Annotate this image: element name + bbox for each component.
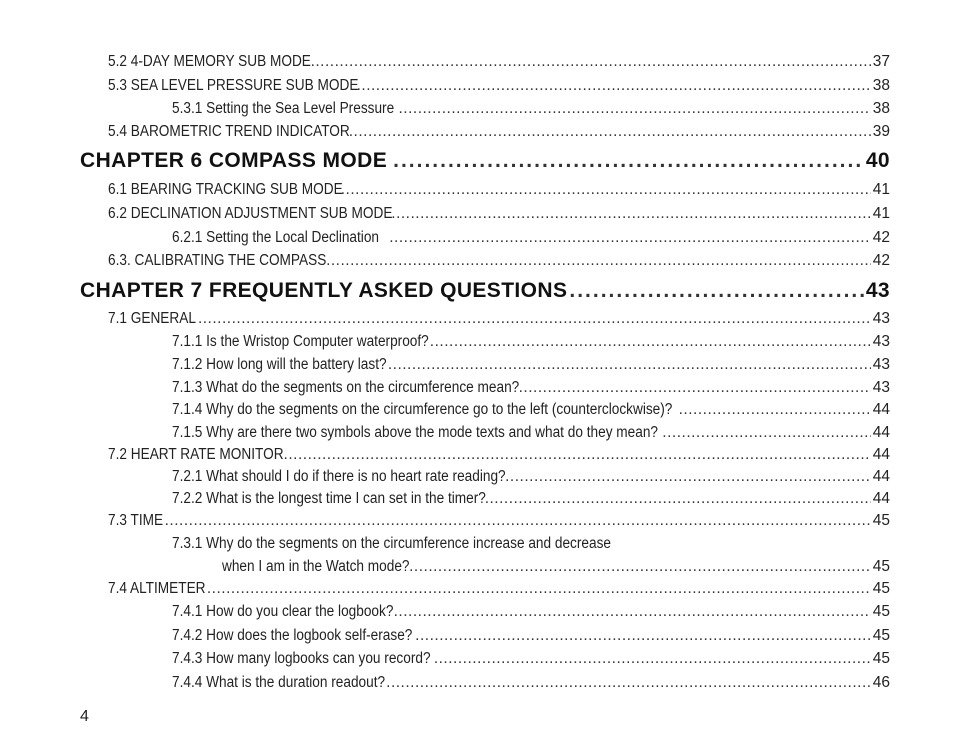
toc-leader-dots bbox=[311, 53, 871, 71]
toc-leader-dots bbox=[485, 490, 871, 508]
toc-entry-title: 7.2 HEART RATE MONITOR bbox=[108, 446, 284, 463]
toc-leader-dots bbox=[326, 252, 871, 270]
toc-entry-page: 43 bbox=[872, 310, 890, 327]
toc-entry[interactable] bbox=[108, 252, 890, 270]
toc-entry-page: 39 bbox=[872, 123, 890, 140]
toc-leader-dots bbox=[409, 558, 871, 576]
toc-entry[interactable] bbox=[172, 424, 890, 442]
page-number: 4 bbox=[80, 708, 89, 725]
toc-leader-dots bbox=[662, 424, 870, 442]
toc-entry-page: 38 bbox=[872, 77, 890, 94]
toc-entry-title: 7.3.1 Why do the segments on the circumference increase and decrease bbox=[172, 535, 612, 552]
toc-entry-title: 5.4 BAROMETRIC TREND INDICATOR bbox=[108, 123, 350, 140]
toc-entry-title: 7.1 GENERAL bbox=[108, 310, 196, 327]
toc-entry-page: 42 bbox=[872, 229, 890, 246]
toc-leader-dots bbox=[415, 627, 871, 645]
toc-chapter[interactable] bbox=[80, 279, 890, 303]
toc-entry-title: 5.2 4-DAY MEMORY SUB MODE bbox=[108, 53, 311, 70]
toc-chapter-title: CHAPTER 7 FREQUENTLY ASKED QUESTIONS bbox=[80, 279, 568, 302]
toc-entry[interactable] bbox=[172, 229, 890, 247]
toc-entry[interactable] bbox=[108, 123, 890, 141]
toc-entry[interactable] bbox=[172, 379, 890, 397]
toc-entry-title: 6.3. CALIBRATING THE COMPASS bbox=[108, 252, 327, 269]
toc-entry-page: 45 bbox=[872, 580, 890, 597]
toc-entry-page: 45 bbox=[872, 627, 890, 644]
toc-leader-dots bbox=[389, 229, 871, 247]
toc-entry-title: 6.2 DECLINATION ADJUSTMENT SUB MODE bbox=[108, 205, 393, 222]
toc-entry-page: 44 bbox=[872, 424, 890, 441]
toc-entry[interactable] bbox=[108, 446, 890, 464]
toc-entry[interactable] bbox=[172, 627, 890, 645]
toc-entry[interactable] bbox=[222, 558, 890, 576]
toc-entry[interactable] bbox=[172, 650, 890, 668]
toc-entry-title: 6.2.1 Setting the Local Declination bbox=[172, 229, 380, 246]
toc-entry-page: 44 bbox=[872, 446, 890, 463]
toc-leader-dots bbox=[357, 77, 871, 95]
toc-leader-dots bbox=[284, 446, 871, 464]
toc-entry-title: 7.1.1 Is the Wristop Computer waterproof? bbox=[172, 333, 429, 350]
toc-leader-dots bbox=[165, 512, 871, 530]
toc-leader-dots bbox=[505, 468, 871, 486]
toc-leader-dots bbox=[394, 603, 871, 621]
toc-entry-page: 45 bbox=[872, 512, 890, 529]
toc-entry[interactable] bbox=[172, 100, 890, 118]
toc-entry-title: 7.4.4 What is the duration readout? bbox=[172, 674, 386, 691]
toc-entry[interactable] bbox=[172, 468, 890, 486]
toc-entry-page: 41 bbox=[872, 181, 890, 198]
toc-entry-title: 7.1.4 Why do the segments on the circumference go to the left (counterclockwise)? bbox=[172, 401, 673, 418]
toc-entry[interactable] bbox=[108, 580, 890, 598]
toc-entry-title: 7.4.2 How does the logbook self-erase? bbox=[172, 627, 413, 644]
toc-entry[interactable] bbox=[108, 310, 890, 328]
toc-entry-page: 42 bbox=[872, 252, 890, 269]
toc-entry-page: 44 bbox=[872, 468, 890, 485]
toc-entry-page: 44 bbox=[872, 490, 890, 507]
toc-entry-title: when I am in the Watch mode? bbox=[222, 558, 410, 575]
toc-entry-title: 7.2.2 What is the longest time I can set in the timer? bbox=[172, 490, 486, 507]
toc-entry[interactable] bbox=[108, 53, 890, 71]
toc-entry-title: 7.4 ALTIMETER bbox=[108, 580, 206, 597]
toc-entry[interactable] bbox=[172, 490, 890, 508]
toc-entry-page: 43 bbox=[872, 356, 890, 373]
toc-entry-page: 38 bbox=[872, 100, 890, 117]
toc-leader-dots bbox=[398, 100, 870, 118]
toc-leader-dots bbox=[434, 650, 871, 668]
toc-leader-dots bbox=[391, 205, 870, 223]
toc-entry[interactable] bbox=[108, 181, 890, 199]
toc-leader-dots bbox=[679, 401, 871, 419]
toc-entry[interactable] bbox=[108, 512, 890, 530]
toc-leader-dots bbox=[198, 310, 871, 328]
toc-leader-dots bbox=[341, 181, 871, 199]
toc-leader-dots bbox=[430, 333, 871, 351]
toc-chapter[interactable] bbox=[80, 149, 890, 173]
toc-entry-title: 7.2.1 What should I do if there is no heart rate reading? bbox=[172, 468, 506, 485]
toc-entry-page: 46 bbox=[872, 674, 890, 691]
toc-chapter-page: 43 bbox=[865, 279, 890, 302]
toc-entry-title: 5.3 SEA LEVEL PRESSURE SUB MODE bbox=[108, 77, 359, 94]
toc-entry[interactable] bbox=[172, 356, 890, 374]
toc-entry-page: 41 bbox=[872, 205, 890, 222]
toc-entry[interactable] bbox=[172, 401, 890, 419]
toc-entry-title: 7.4.3 How many logbooks can you record? bbox=[172, 650, 431, 667]
toc-entry[interactable] bbox=[172, 333, 890, 351]
toc-entry-page: 45 bbox=[872, 603, 890, 620]
toc-entry[interactable] bbox=[172, 674, 890, 692]
toc-entry[interactable] bbox=[172, 603, 890, 621]
toc-entry-page: 45 bbox=[872, 650, 890, 667]
toc-chapter-title: CHAPTER 6 COMPASS MODE bbox=[80, 149, 388, 172]
toc-entry-page: 44 bbox=[872, 401, 890, 418]
toc-leader-dots bbox=[569, 279, 863, 303]
toc-entry-title: 6.1 BEARING TRACKING SUB MODE bbox=[108, 181, 343, 198]
toc-entry-title: 7.4.1 How do you clear the logbook? bbox=[172, 603, 394, 620]
toc-leader-dots bbox=[207, 580, 871, 598]
toc-entry-title-line1[interactable] bbox=[172, 535, 671, 553]
toc-entry-title: 7.1.3 What do the segments on the circumference mean? bbox=[172, 379, 520, 396]
toc-leader-dots bbox=[388, 356, 871, 374]
toc-leader-dots bbox=[349, 123, 871, 141]
toc-entry-title: 5.3.1 Setting the Sea Level Pressure bbox=[172, 100, 395, 117]
toc-leader-dots bbox=[519, 379, 871, 397]
toc-entry-page: 45 bbox=[872, 558, 890, 575]
toc-entry-title: 7.1.5 Why are there two symbols above the mode texts and what do they mean? bbox=[172, 424, 659, 441]
toc-entry-page: 37 bbox=[872, 53, 890, 70]
toc-entry[interactable] bbox=[108, 77, 890, 95]
toc-entry[interactable] bbox=[108, 205, 890, 223]
toc-leader-dots bbox=[386, 674, 871, 692]
toc-entry-page: 43 bbox=[872, 379, 890, 396]
toc-entry-title: 7.3 TIME bbox=[108, 512, 164, 529]
toc-entry-page: 43 bbox=[872, 333, 890, 350]
toc-chapter-page: 40 bbox=[865, 149, 890, 172]
toc-leader-dots bbox=[393, 149, 864, 173]
toc-entry-title: 7.1.2 How long will the battery last? bbox=[172, 356, 387, 373]
